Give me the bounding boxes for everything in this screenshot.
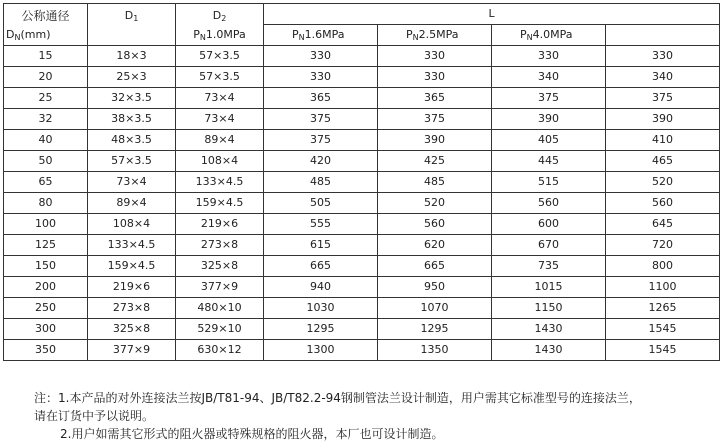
cell-l-extra: 1545 (606, 319, 720, 340)
cell-l-pn25: 375 (378, 109, 492, 130)
table-row (4, 214, 720, 235)
header-l: L (264, 4, 720, 25)
cell-l-pn40: 340 (492, 67, 606, 88)
cell-dn: 20 (4, 67, 88, 88)
cell-l-pn40: 445 (492, 151, 606, 172)
cell-d2: 480×10 (176, 298, 264, 319)
cell-l-pn16: 375 (264, 109, 378, 130)
cell-l-extra: 340 (606, 67, 720, 88)
table-row (4, 319, 720, 340)
cell-l-pn40: 1430 (492, 340, 606, 361)
spec-table (3, 3, 720, 361)
cell-l-pn25: 485 (378, 172, 492, 193)
cell-d2: 89×4 (176, 130, 264, 151)
cell-l-pn25: 390 (378, 130, 492, 151)
cell-l-extra: 645 (606, 214, 720, 235)
cell-l-pn40: 600 (492, 214, 606, 235)
cell-d2: 529×10 (176, 319, 264, 340)
cell-l-pn25: 330 (378, 46, 492, 67)
header-d1: $D_1$ (88, 4, 176, 46)
cell-l-extra: 410 (606, 130, 720, 151)
cell-l-pn40: 1150 (492, 298, 606, 319)
cell-l-pn16: 1295 (264, 319, 378, 340)
table-row (4, 46, 720, 67)
cell-l-extra: 1265 (606, 298, 720, 319)
cell-d1: 377×9 (88, 340, 176, 361)
cell-l-pn16: 665 (264, 256, 378, 277)
cell-d1: 89×4 (88, 193, 176, 214)
cell-dn: 50 (4, 151, 88, 172)
cell-l-extra: 465 (606, 151, 720, 172)
note-line-1: 注：1.本产品的对外连接法兰按JB/T81-94、JB/T82.2-94钢制管法兰设计制造，用户需其它标准型号的连接法兰， (34, 391, 641, 405)
cell-l-pn25: 1070 (378, 298, 492, 319)
header-d2: $D_2$ $P_N1.0MPa$ (176, 4, 264, 46)
cell-l-extra: 330 (606, 46, 720, 67)
table-row (4, 172, 720, 193)
cell-l-pn40: 1430 (492, 319, 606, 340)
cell-dn: 40 (4, 130, 88, 151)
cell-dn: 200 (4, 277, 88, 298)
cell-l-pn40: 330 (492, 46, 606, 67)
cell-l-pn16: 940 (264, 277, 378, 298)
cell-d2: 219×6 (176, 214, 264, 235)
cell-l-pn16: 330 (264, 67, 378, 88)
cell-d1: 57×3.5 (88, 151, 176, 172)
header-pn-3: $P_N4.0MPa$ (492, 25, 606, 46)
cell-l-pn25: 365 (378, 88, 492, 109)
cell-l-pn25: 950 (378, 277, 492, 298)
table-row (4, 109, 720, 130)
cell-l-pn16: 615 (264, 235, 378, 256)
cell-l-pn40: 670 (492, 235, 606, 256)
cell-dn: 150 (4, 256, 88, 277)
table-row (4, 151, 720, 172)
cell-l-pn25: 425 (378, 151, 492, 172)
cell-l-pn16: 505 (264, 193, 378, 214)
header-row-1 (4, 4, 720, 25)
notes (34, 389, 714, 443)
cell-l-pn40: 515 (492, 172, 606, 193)
note-line-2: 请在订货中予以说明。 (34, 409, 155, 423)
note-line-3: 2.用户如需其它形式的阻火器或特殊规格的阻火器，本厂也可设计制造。 (60, 427, 444, 441)
cell-l-pn16: 1300 (264, 340, 378, 361)
cell-l-pn40: 1015 (492, 277, 606, 298)
cell-l-pn25: 665 (378, 256, 492, 277)
cell-d1: 25×3 (88, 67, 176, 88)
cell-d2: 325×8 (176, 256, 264, 277)
cell-l-pn16: 420 (264, 151, 378, 172)
cell-l-extra: 1545 (606, 340, 720, 361)
cell-d1: 32×3.5 (88, 88, 176, 109)
cell-l-extra: 1100 (606, 277, 720, 298)
cell-l-pn40: 560 (492, 193, 606, 214)
cell-d1: 325×8 (88, 319, 176, 340)
table-row (4, 130, 720, 151)
header-nominal-label: 公称通径 (21, 8, 70, 23)
cell-l-pn16: 375 (264, 130, 378, 151)
cell-l-pn16: 330 (264, 46, 378, 67)
cell-l-pn40: 390 (492, 109, 606, 130)
table-row (4, 67, 720, 88)
cell-l-pn16: 365 (264, 88, 378, 109)
cell-d1: 48×3.5 (88, 130, 176, 151)
cell-l-extra: 375 (606, 88, 720, 109)
cell-l-pn16: 1030 (264, 298, 378, 319)
cell-d2: 108×4 (176, 151, 264, 172)
header-dn-label: $D_N(mm)$ (6, 27, 51, 42)
cell-d2: 377×9 (176, 277, 264, 298)
table-row (4, 277, 720, 298)
cell-d1: 18×3 (88, 46, 176, 67)
cell-d2: 73×4 (176, 109, 264, 130)
cell-dn: 250 (4, 298, 88, 319)
cell-dn: 25 (4, 88, 88, 109)
cell-d2: 133×4.5 (176, 172, 264, 193)
cell-dn: 15 (4, 46, 88, 67)
cell-d1: 273×8 (88, 298, 176, 319)
cell-dn: 300 (4, 319, 88, 340)
cell-l-pn25: 520 (378, 193, 492, 214)
table-row (4, 256, 720, 277)
cell-dn: 32 (4, 109, 88, 130)
header-pn-1: $P_N1.6MPa$ (264, 25, 378, 46)
header-pn-2: $P_N2.5MPa$ (378, 25, 492, 46)
cell-l-pn16: 485 (264, 172, 378, 193)
table-row (4, 193, 720, 214)
cell-d2: 57×3.5 (176, 46, 264, 67)
cell-l-pn40: 735 (492, 256, 606, 277)
cell-d2: 630×12 (176, 340, 264, 361)
cell-l-pn25: 620 (378, 235, 492, 256)
cell-l-pn25: 330 (378, 67, 492, 88)
cell-d1: 38×3.5 (88, 109, 176, 130)
cell-l-pn40: 405 (492, 130, 606, 151)
cell-d2: 273×8 (176, 235, 264, 256)
table-row (4, 298, 720, 319)
header-pn-4 (606, 25, 720, 46)
cell-l-extra: 390 (606, 109, 720, 130)
cell-dn: 100 (4, 214, 88, 235)
table-row (4, 235, 720, 256)
cell-l-extra: 520 (606, 172, 720, 193)
cell-l-pn25: 1295 (378, 319, 492, 340)
cell-d1: 133×4.5 (88, 235, 176, 256)
cell-dn: 80 (4, 193, 88, 214)
cell-dn: 65 (4, 172, 88, 193)
table-row (4, 340, 720, 361)
cell-d2: 57×3.5 (176, 67, 264, 88)
cell-dn: 350 (4, 340, 88, 361)
cell-l-extra: 560 (606, 193, 720, 214)
cell-d1: 73×4 (88, 172, 176, 193)
cell-l-pn25: 560 (378, 214, 492, 235)
cell-l-pn25: 1350 (378, 340, 492, 361)
cell-d1: 219×6 (88, 277, 176, 298)
cell-l-extra: 720 (606, 235, 720, 256)
cell-l-extra: 800 (606, 256, 720, 277)
cell-d2: 73×4 (176, 88, 264, 109)
cell-dn: 125 (4, 235, 88, 256)
cell-l-pn16: 555 (264, 214, 378, 235)
header-nominal-diameter (4, 4, 88, 46)
table-row (4, 88, 720, 109)
cell-d1: 159×4.5 (88, 256, 176, 277)
cell-l-pn40: 375 (492, 88, 606, 109)
cell-d2: 159×4.5 (176, 193, 264, 214)
cell-d1: 108×4 (88, 214, 176, 235)
